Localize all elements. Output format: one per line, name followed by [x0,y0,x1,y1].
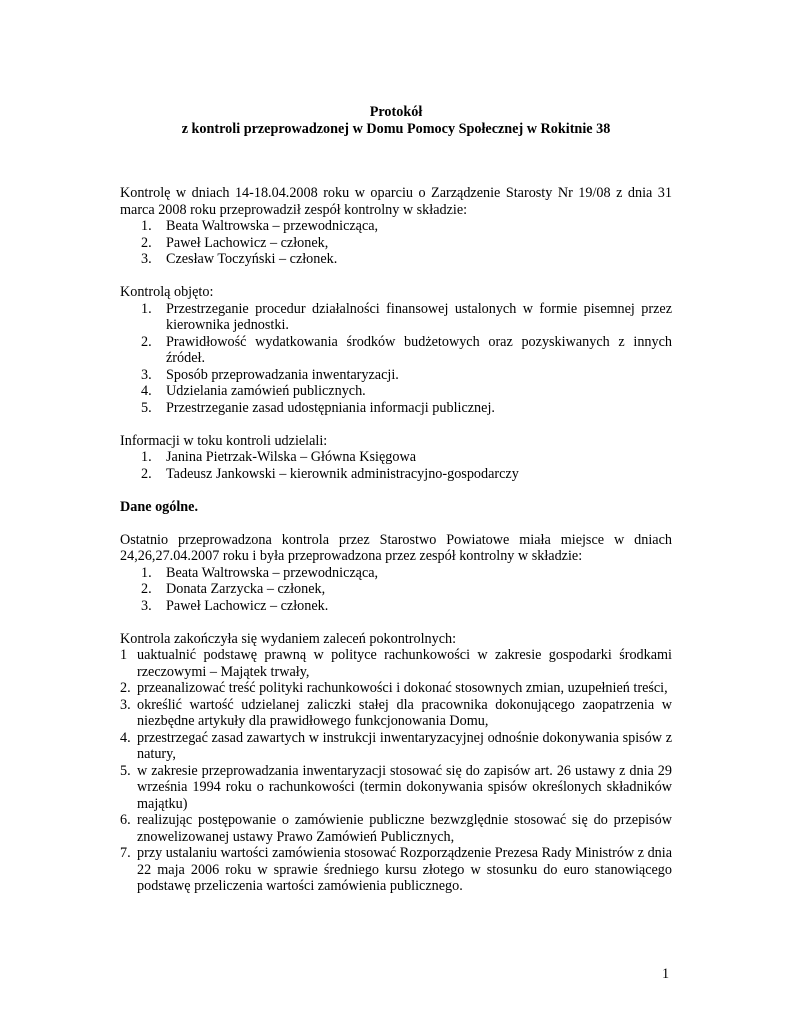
list-item: 2. Donata Zarzycka – członek, [141,581,326,597]
list-item: 1. Beata Waltrowska – przewodnicząca, [141,564,379,581]
document-page [120,104,672,895]
list-item: 2. Tadeusz Jankowski – kierownik administracyjno-gospodarczy [141,465,519,482]
recommendations-label: Kontrola zakończyła się wydaniem zaleceń pokontrolnych: [120,630,457,647]
previous-team-list [120,565,672,615]
previous-paragraph: Ostatnio przeprowadzona kontrola przez Starostwo Powiatowe miała miejsce w dniach 24,26,27.04.2007 roku i była przeprowadzona przez zespół kontrolny w składzie: [120,531,672,564]
intro-paragraph: Kontrolę w dniach 14-18.04.2008 roku w oparciu o Zarządzenie Starosty Nr 19/08 z dnia 31 marca 2008 roku przeprowadził zespół kontrolny w składzie: [120,185,672,218]
list-item: 5. Przestrzeganie zasad udostępniania informacji publicznej. [141,399,495,416]
list-item: 4. Udzielania zamówień publicznych. [141,383,366,399]
list-item: 3. Paweł Lachowicz – członek. [141,597,329,614]
list-item: 1. Przestrzeganie procedur działalności finansowej ustalonych w formie pisemnej przez kierownika jednostki. [141,300,672,333]
list-item: 3. Sposób przeprowadzania inwentaryzacji. [141,366,399,383]
team-list [120,218,672,268]
scope-label: Kontrolą objęto: [120,284,214,300]
list-item: 3. Czesław Toczyński – członek. [141,251,338,267]
document-title: Protokół [369,104,423,120]
list-item: 2. Paweł Lachowicz – członek, [141,234,329,251]
info-label: Informacji w toku kontroli udzielali: [120,432,328,449]
list-item: 4. przestrzegać zasad zawartych w instrukcji inwentaryzacyjnej odnośnie dokonywania spisów z natury, [120,729,672,762]
list-item: 6. realizując postępowanie o zamówienie publiczne bezwzględnie stosować się do przepisów znowelizowanej ustawy Prawo Zamówień Publicznych, [120,812,672,845]
recommendations-list [120,647,672,895]
list-item: 2. Prawidłowość wydatkowania środków budżetowych oraz pozyskiwanych z innych źródeł. [141,333,672,366]
list-item: 1. Beata Waltrowska – przewodnicząca, [141,218,379,234]
document-subtitle: z kontroli przeprowadzonej w Domu Pomocy Społecznej w Rokitnie 38 [181,120,611,137]
list-item: 5. w zakresie przeprowadzania inwentaryzacji stosować się do zapisów art. 26 ustawy z dnia 29 września 1994 roku o rachunkowości (termin dokonywania spisów określonych składników majątku) [120,762,672,812]
page-number: 1 [662,966,670,982]
list-item: 1 uaktualnić podstawę prawną w polityce rachunkowości w zakresie gospodarki środkami rzeczowymi – Majątek trwały, [120,647,672,680]
list-item: 2. przeanalizować treść polityki rachunkowości i dokonać stosownych zmian, uzupełnień treści, [120,680,668,696]
list-item: 3. określić wartość udzielanej zaliczki stałej dla pracownika dokonującego zaopatrzenia w niezbędne artykuły dla prawidłowego funkcjonowania Domu, [120,696,672,729]
info-list [120,449,672,482]
list-item: 7. przy ustalaniu wartości zamówienia stosować Rozporządzenie Prezesa Rady Ministrów z dnia 22 maja 2006 roku w sprawie średniego kursu złotego w stosunku do euro stanowiącego podstawę przeliczenia wartości zamówienia publicznego. [120,845,673,894]
list-item: 1. Janina Pietrzak-Wilska – Główna Księgowa [141,449,417,465]
general-heading: Dane ogólne. [120,498,199,515]
scope-list [120,301,672,417]
